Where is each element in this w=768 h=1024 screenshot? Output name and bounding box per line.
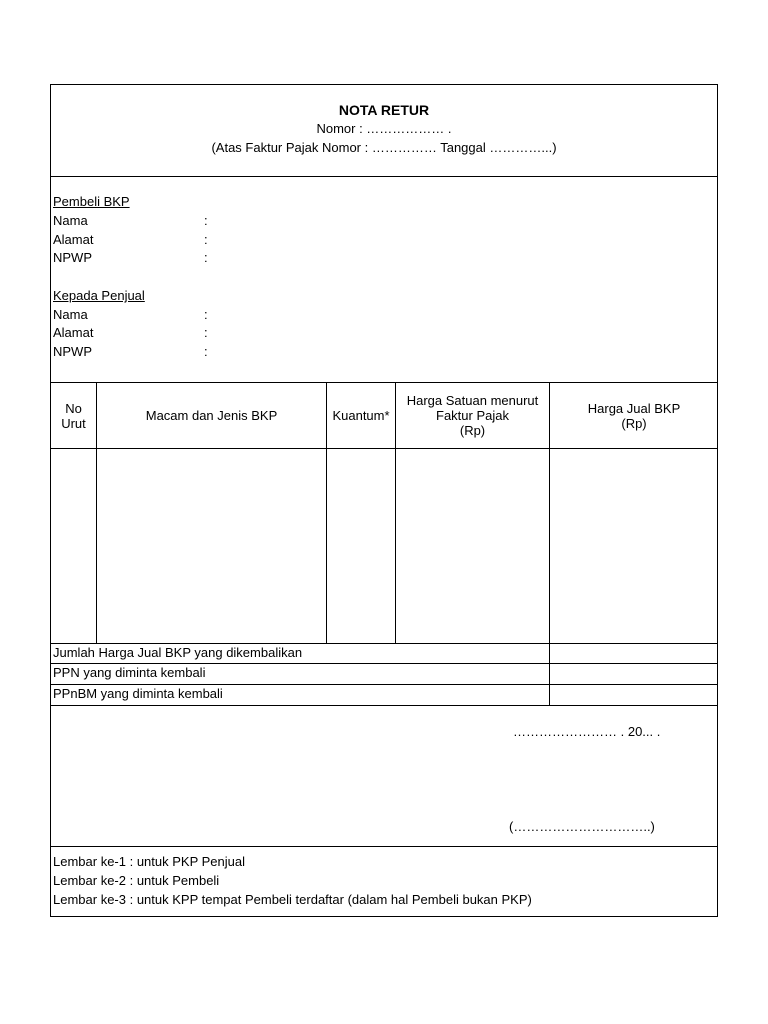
divider bbox=[51, 176, 717, 177]
penjual-alamat-label: Alamat bbox=[53, 325, 94, 340]
pembeli-nama-sep: : bbox=[204, 213, 208, 228]
table-header-divider bbox=[51, 448, 717, 449]
penjual-nama-label: Nama bbox=[53, 307, 88, 322]
column-header-harga-jual: Harga Jual BKP (Rp) bbox=[587, 400, 681, 431]
pembeli-nama-label: Nama bbox=[53, 213, 88, 228]
column-header-no-urut: No Urut bbox=[61, 400, 86, 431]
nomor-line: Nomor : ……………… . bbox=[316, 121, 452, 136]
pembeli-alamat-label: Alamat bbox=[53, 232, 94, 247]
column-header-macam-jenis: Macam dan Jenis BKP bbox=[145, 408, 278, 423]
column-header-kuantum: Kuantum* bbox=[332, 408, 390, 423]
divider bbox=[51, 684, 717, 685]
penjual-nama-sep: : bbox=[204, 307, 208, 322]
column-header-harga-satuan: Harga Satuan menurut Faktur Pajak (Rp) bbox=[406, 393, 539, 438]
footer-lembar-3: Lembar ke-3 : untuk KPP tempat Pembeli terdaftar (dalam hal Pembeli bukan PKP) bbox=[53, 892, 532, 907]
total-jumlah-label: Jumlah Harga Jual BKP yang dikembalikan bbox=[53, 645, 303, 660]
divider bbox=[51, 643, 717, 644]
column-divider bbox=[96, 382, 97, 643]
faktur-reference-line: (Atas Faktur Pajak Nomor : …………… Tanggal …………...) bbox=[211, 140, 557, 155]
column-divider bbox=[326, 382, 327, 643]
total-ppn-label: PPN yang diminta kembali bbox=[53, 665, 206, 680]
penjual-npwp-label: NPWP bbox=[53, 344, 92, 359]
footer-lembar-2: Lembar ke-2 : untuk Pembeli bbox=[53, 873, 220, 888]
divider bbox=[51, 705, 717, 706]
signature-place-date: …………………… . 20... . bbox=[513, 724, 661, 739]
penjual-heading: Kepada Penjual bbox=[53, 288, 145, 303]
footer-lembar-1: Lembar ke-1 : untuk PKP Penjual bbox=[53, 854, 245, 869]
penjual-alamat-sep: : bbox=[204, 325, 208, 340]
signature-name: (…………………………..) bbox=[509, 819, 655, 834]
divider bbox=[51, 846, 717, 847]
total-ppnbm-label: PPnBM yang diminta kembali bbox=[53, 686, 223, 701]
form-header bbox=[51, 101, 717, 157]
pembeli-npwp-sep: : bbox=[204, 250, 208, 265]
nota-retur-form bbox=[50, 84, 718, 917]
divider bbox=[51, 663, 717, 664]
pembeli-heading: Pembeli BKP bbox=[53, 194, 130, 209]
pembeli-npwp-label: NPWP bbox=[53, 250, 92, 265]
pembeli-alamat-sep: : bbox=[204, 232, 208, 247]
column-divider bbox=[395, 382, 396, 643]
column-divider bbox=[549, 382, 550, 705]
penjual-npwp-sep: : bbox=[204, 344, 208, 359]
form-title: NOTA RETUR bbox=[338, 102, 430, 118]
